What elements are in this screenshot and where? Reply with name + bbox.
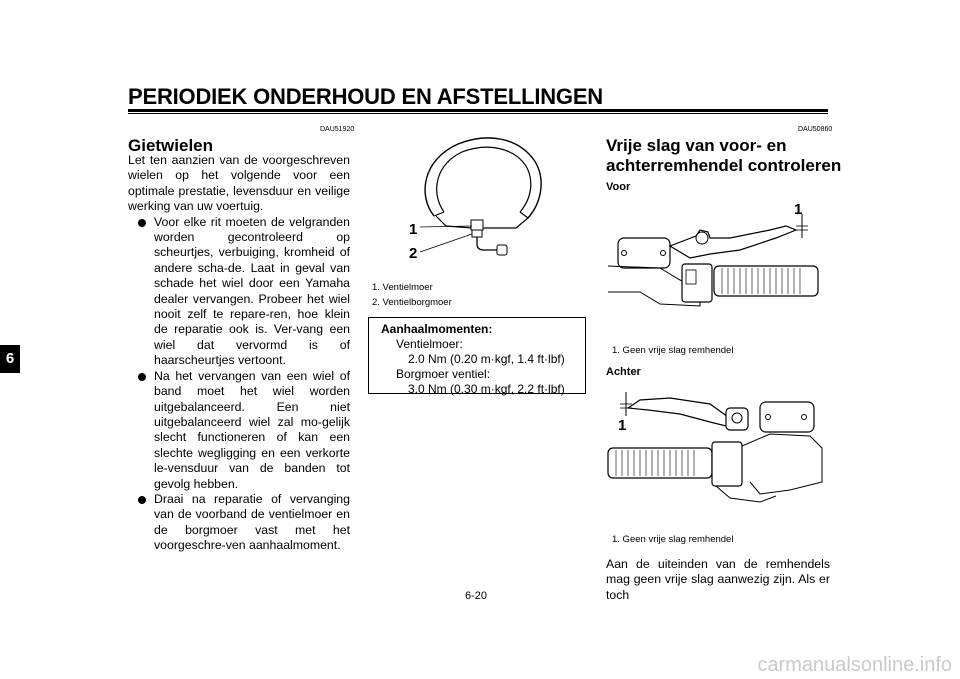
bullet-item [137, 492, 350, 554]
spec-value-valve-nut: 2.0 Nm (0.20 m·kgf, 1.4 ft·lbf) [408, 352, 565, 366]
section-body-left [128, 153, 350, 554]
front-figure-caption: 1. Geen vrije slag remhendel [612, 345, 734, 356]
rear-brake-lever-illustration [600, 386, 830, 522]
bullet-text: Na het vervangen van een wiel of band moet het wiel worden uitgebalanceerd. Een niet uitgebalanceerd wiel zal mo-gelijk slecht functioneren of kan een slechte wegligging en een verkorte le-vensduur van de banden tot gevolg hebben. [154, 368, 350, 491]
subheading-achter: Achter [606, 366, 641, 378]
bullet-icon [138, 496, 146, 504]
fig-label-2: 2 [409, 245, 418, 262]
section-heading-remhendel [606, 136, 841, 176]
right-body-text: Aan de uiteinden van de remhendels mag geen vrije slag aanwezig zijn. Als er toch [606, 557, 830, 602]
chapter-tab: 6 [0, 345, 20, 373]
wheel-valve-illustration [400, 130, 560, 270]
spec-title: Aanhaalmomenten: [381, 322, 493, 336]
spec-value-lock-nut: 3.0 Nm (0.30 m·kgf, 2.2 ft·lbf) [408, 382, 565, 396]
bullet-list [128, 215, 350, 554]
fig-label-1: 1 [409, 221, 418, 238]
caption-item: 1. Ventielmoer [372, 282, 433, 293]
bullet-item [137, 369, 350, 492]
watermark-text: carmanualsonline.info [757, 654, 952, 676]
section-heading-gietwielen: Gietwielen [128, 136, 214, 155]
spec-label-valve-nut: Ventielmoer: [396, 337, 463, 351]
rear-figure-caption: 1. Geen vrije slag remhendel [612, 534, 734, 545]
heading-line: achterremhendel controleren [606, 156, 842, 175]
spec-label-lock-nut: Borgmoer ventiel: [396, 367, 491, 381]
fig-label-rear: 1 [618, 417, 627, 434]
bullet-text: Voor elke rit moeten de velgranden worden gecontroleerd op scheurtjes, verbuiging, kromheid of andere scha-de. Laat in geval van schade het wiel door een Yamaha dealer vervangen. Probeer het wiel nooit zelf te repare-ren, hoe klein de reparatie ook is. Ver-vang een wiel dat vervormd is of haarscheurtjes vertoont. [154, 214, 350, 368]
page-title: PERIODIEK ONDERHOUD EN AFSTELLINGEN [128, 84, 603, 109]
subheading-voor: Voor [606, 181, 631, 193]
front-brake-lever-illustration [600, 196, 830, 316]
figure-caption-list [372, 280, 452, 310]
section-code: DAU50860 [798, 126, 833, 133]
bullet-item [137, 215, 350, 369]
intro-paragraph: Let ten aanzien van de voorgeschreven wielen op het volgende voor een optimale prestatie, levensduur en veilige werking van uw voertuig. [128, 153, 350, 214]
section-code: DAU51920 [320, 126, 355, 133]
title-rule [128, 109, 828, 112]
torque-spec-box [368, 317, 586, 394]
caption-item: 2. Ventielborgmoer [372, 297, 452, 308]
bullet-icon [138, 373, 146, 381]
bullet-text: Draai na reparatie of vervanging van de voorband de ventielmoer en de borgmoer vast met het voorgeschre-ven aanhaalmoment. [154, 491, 350, 553]
heading-line: Vrije slag van voor- en [606, 136, 787, 155]
title-rule-thin [128, 113, 828, 114]
fig-label-front: 1 [794, 201, 803, 218]
page-number: 6-20 [465, 590, 488, 602]
bullet-icon [138, 219, 146, 227]
